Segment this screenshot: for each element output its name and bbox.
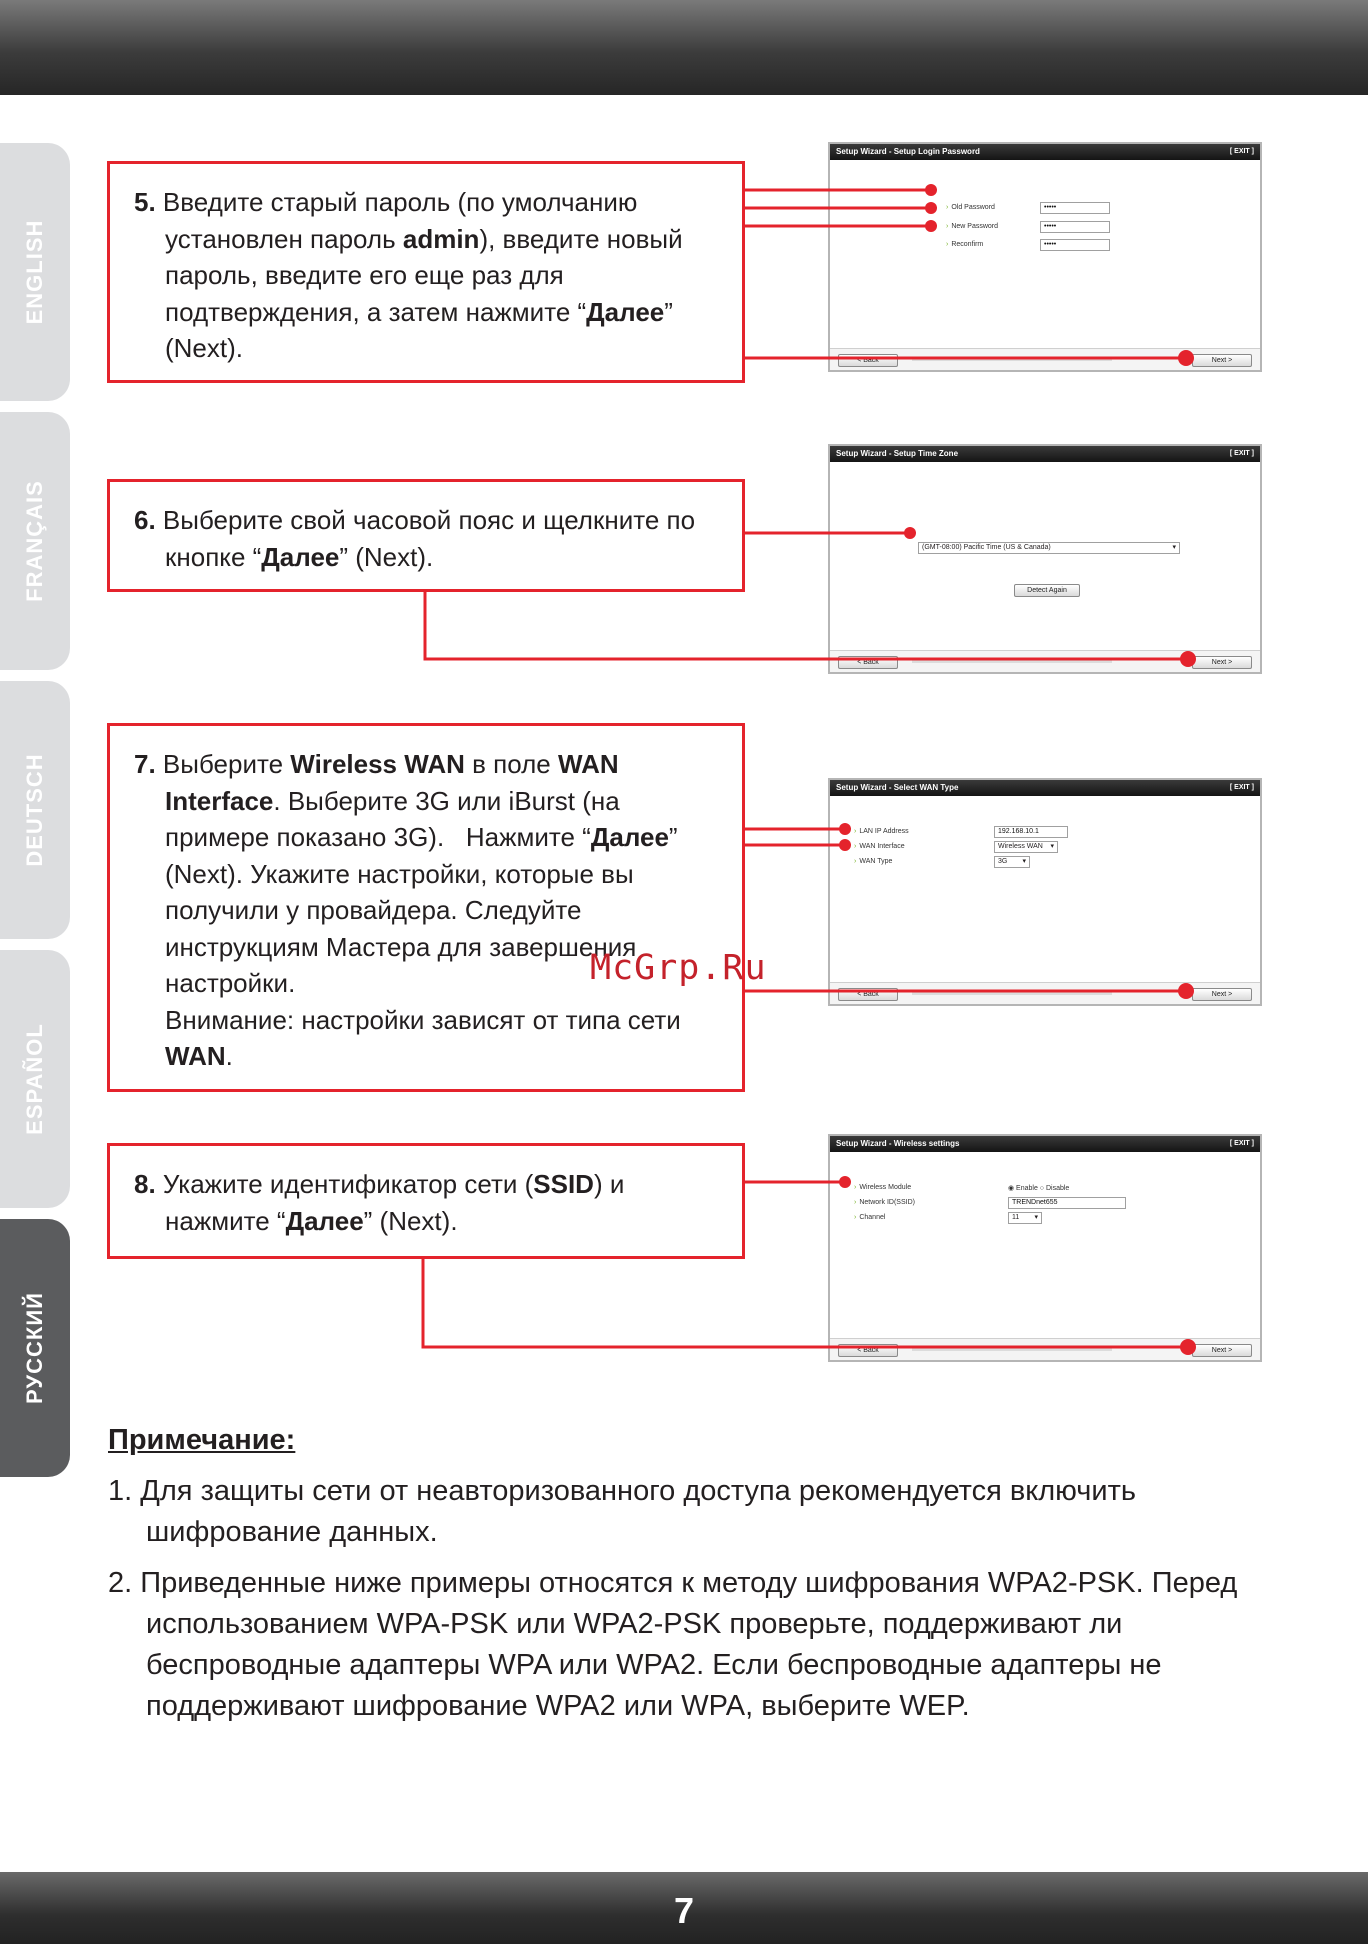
ssid-field[interactable]: TRENDnet655 — [1008, 1197, 1126, 1209]
wizard-wan-screenshot — [828, 778, 1262, 1006]
lang-tab-english[interactable] — [0, 143, 70, 401]
chevron-down-icon: ▾ — [1022, 858, 1026, 865]
back-button[interactable]: < Back — [838, 354, 898, 367]
back-button[interactable]: < Back — [838, 656, 898, 669]
back-button[interactable]: < Back — [838, 1344, 898, 1357]
note-item-text: Приведенные ниже примеры относятся к методу шифрования WPA2-PSK. Перед использованием WPA-PSK или WPA2-PSK проверьте, поддерживают ли беспроводные адаптеры WPA или WPA2. Если беспроводные адаптеры не поддерживают шифрование WPA2 или WPA, выберите WEP. — [140, 1567, 1238, 1722]
note-item-2 — [108, 1563, 1288, 1727]
step-number: 8. — [134, 1169, 156, 1199]
step-7-callout — [107, 723, 745, 1092]
wizard-footer — [830, 982, 1260, 1004]
wizard-progress-breadcrumb — [912, 659, 1112, 663]
step-8-callout — [107, 1143, 745, 1259]
wan-interface-label: › WAN Interface — [854, 843, 905, 850]
wizard-title-bar — [830, 1136, 1260, 1152]
note-item-1 — [108, 1471, 1288, 1553]
step-body: Введите старый пароль (по умолчанию установлен пароль admin), введите новый пароль, введите его еще раз для подтверждения, а затем нажмите “Далее” (Next). — [162, 187, 683, 363]
wizard-progress-breadcrumb — [912, 357, 1112, 361]
wan-type-select[interactable]: 3G ▾ — [994, 856, 1030, 868]
lan-ip-field[interactable]: 192.168.10.1 — [994, 826, 1068, 838]
wizard-title-bar — [830, 446, 1260, 462]
wan-type-label: › WAN Type — [854, 858, 893, 865]
step-5-text — [134, 184, 724, 367]
chevron-down-icon: ▾ — [1050, 843, 1054, 850]
wizard-title-bar — [830, 780, 1260, 796]
step-6-text — [134, 502, 724, 575]
step-5-callout — [107, 161, 745, 383]
back-button[interactable]: < Back — [838, 988, 898, 1001]
lang-tab-russian[interactable] — [0, 1219, 70, 1477]
step-8-text — [134, 1166, 724, 1239]
step-body: Выберите Wireless WAN в поле WAN Interface. Выберите 3G или iBurst (на примере показано 3G). Нажмите “Далее” (Next). Укажите настройки, которые вы получили у провайдера. Следуйте инструкциям Мастера для завершения настройки. Внимание: настройки зависят от типа сети WAN. — [162, 749, 681, 1071]
note-title: Примечание: — [108, 1424, 296, 1456]
wireless-module-radio[interactable]: ◉ Enable ○ Disable — [1008, 1185, 1070, 1192]
lang-tab-espanol[interactable] — [0, 950, 70, 1208]
note-item-text: Для защиты сети от неавторизованного доступа рекомендуется включить шифрование данных. — [140, 1475, 1136, 1548]
lang-tab-label: РУССКИЙ — [22, 1292, 47, 1404]
channel-label: › Channel — [854, 1214, 886, 1221]
wizard-title: Setup Wizard - Setup Time Zone — [836, 449, 959, 458]
lang-tab-deutsch[interactable] — [0, 681, 70, 939]
step-body: Выберите свой часовой пояс и щелкните по кнопке “Далее” (Next). — [162, 505, 696, 572]
step-6-callout — [107, 479, 745, 592]
wizard-progress-breadcrumb — [912, 1347, 1112, 1351]
next-button[interactable]: Next > — [1192, 1344, 1252, 1357]
wizard-timezone-screenshot — [828, 444, 1262, 674]
wizard-footer — [830, 348, 1260, 370]
lang-tab-label: ENGLISH — [22, 219, 47, 325]
wizard-exit-link[interactable]: [ EXIT ] — [1229, 450, 1254, 457]
page-number: 7 — [673, 1890, 695, 1931]
note-item-number: 2. — [108, 1567, 133, 1599]
lang-tab-label: DEUTSCH — [22, 753, 47, 867]
step-body: Укажите идентификатор сети (SSID) и нажмите “Далее” (Next). — [162, 1169, 625, 1236]
wizard-progress-breadcrumb — [912, 991, 1112, 995]
ssid-label: › Network ID(SSID) — [854, 1199, 915, 1206]
step-number: 5. — [134, 187, 156, 217]
lang-tab-francais[interactable] — [0, 412, 70, 670]
step-number: 7. — [134, 749, 156, 779]
wizard-title: Setup Wizard - Setup Login Password — [836, 147, 980, 156]
wizard-footer — [830, 1338, 1260, 1360]
wizard-title: Setup Wizard - Select WAN Type — [836, 783, 959, 792]
wizard-exit-link[interactable]: [ EXIT ] — [1229, 784, 1254, 791]
header-band — [0, 0, 1368, 95]
new-password-label: › New Password — [946, 223, 999, 230]
channel-select[interactable]: 11 ▾ — [1008, 1212, 1042, 1224]
detect-again-button[interactable]: Detect Again — [1014, 584, 1080, 597]
step-7-text — [134, 746, 724, 1075]
wizard-title: Setup Wizard - Wireless settings — [836, 1139, 960, 1148]
wizard-password-screenshot — [828, 142, 1262, 372]
lan-ip-label: › LAN IP Address — [854, 828, 909, 835]
reconfirm-label: › Reconfirm — [946, 241, 984, 248]
old-password-field[interactable]: ••••• — [1040, 202, 1110, 214]
wireless-module-label: › Wireless Module — [854, 1184, 912, 1191]
step-number: 6. — [134, 505, 156, 535]
wizard-title-bar — [830, 144, 1260, 160]
reconfirm-field[interactable]: ••••• — [1040, 239, 1110, 251]
new-password-field[interactable]: ••••• — [1040, 221, 1110, 233]
wizard-exit-link[interactable]: [ EXIT ] — [1229, 1140, 1254, 1147]
lang-tab-label: FRANÇAIS — [22, 480, 47, 602]
next-button[interactable]: Next > — [1192, 354, 1252, 367]
next-button[interactable]: Next > — [1192, 656, 1252, 669]
chevron-down-icon: ▾ — [1172, 544, 1176, 551]
lang-tab-label: ESPAÑOL — [22, 1023, 47, 1135]
wizard-wireless-screenshot — [828, 1134, 1262, 1362]
wan-interface-select[interactable]: Wireless WAN ▾ — [994, 841, 1058, 853]
timezone-select[interactable]: (GMT-08:00) Pacific Time (US & Canada) ▾ — [918, 542, 1180, 554]
watermark: McGrp.Ru — [590, 948, 767, 988]
old-password-label: › Old Password — [946, 204, 995, 211]
wizard-footer — [830, 650, 1260, 672]
wizard-exit-link[interactable]: [ EXIT ] — [1229, 148, 1254, 155]
next-button[interactable]: Next > — [1192, 988, 1252, 1001]
chevron-down-icon: ▾ — [1034, 1214, 1038, 1221]
note-item-number: 1. — [108, 1475, 133, 1507]
